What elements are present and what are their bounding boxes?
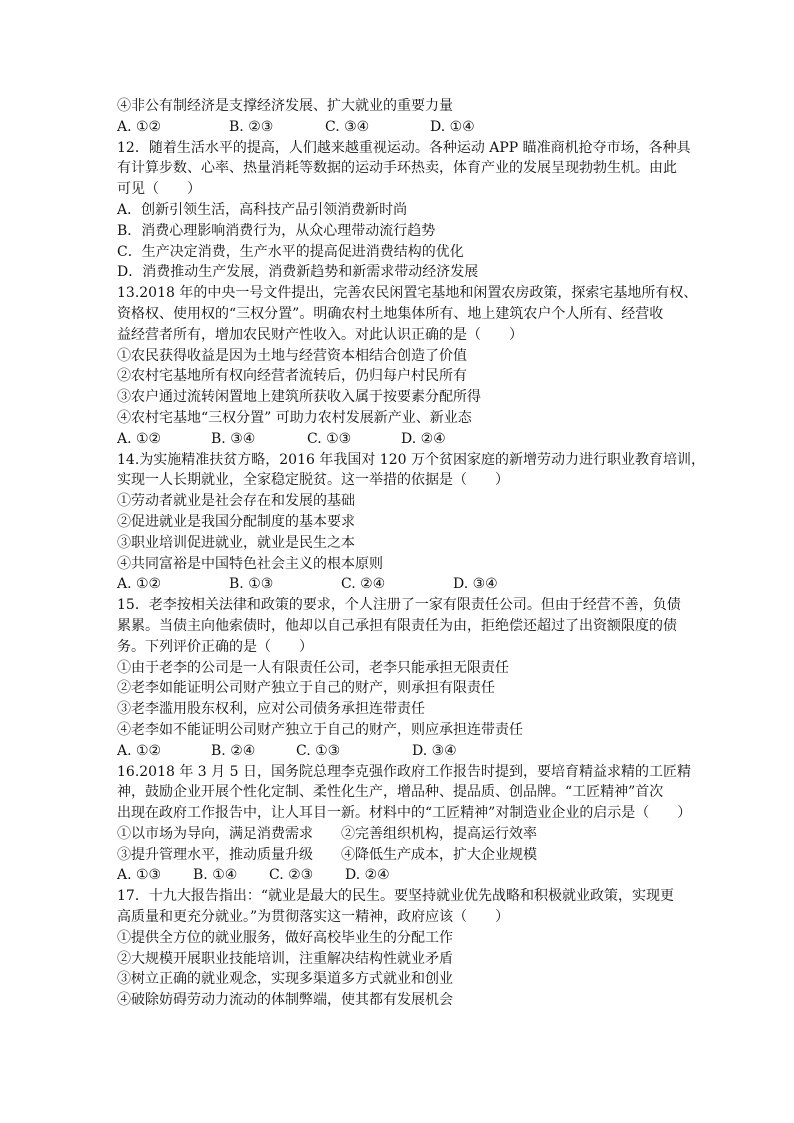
q11-option-a: A. ①② — [117, 118, 162, 135]
q17-item-3: ③树立正确的就业观念，实现多渠道多方式就业和创业 — [117, 971, 453, 988]
q16-option-b: B. ①④ — [193, 867, 238, 884]
q15-stem-line: 务。下列评价正确的是（ ） — [117, 638, 313, 655]
q14-options — [117, 574, 697, 595]
q11-option-d: D. ①④ — [430, 118, 475, 135]
q14-option-b: B. ①③ — [229, 576, 274, 593]
q14-stem-line: 实现一人长期就业，全家稳定脱贫。这一举措的依据是（ ） — [117, 472, 509, 489]
q11-option-b: B. ②③ — [229, 118, 274, 135]
q16-stem-line: 16.2018 年 3 月 5 日，国务院总理李克强作政府工作报告时提到，要培育精益求精的工匠精 — [117, 763, 691, 780]
q12-option-b: B．消费心理影响消费行为，从众心理带动流行趋势 — [117, 222, 436, 239]
q16-stem-line: 出现在政府工作报告中，让人耳目一新。材料中的“工匠精神”对制造业企业的启示是（ ） — [117, 805, 692, 822]
q15-option-c: C. ①③ — [296, 742, 341, 759]
q17-stem-line: 高质量和更充分就业。”为贯彻落实这一精神，政府应该（ ） — [117, 909, 510, 926]
q13-item-3: ③农户通过流转闲置地上建筑所获收入属于按要素分配所得 — [117, 389, 481, 406]
q16-items-row-1: ①以市场为导向，满足消费需求 ②完善组织机构，提高运行效率 — [117, 825, 537, 842]
q11-options — [117, 117, 697, 138]
q12-stem-line: 可见（ ） — [117, 181, 201, 198]
q12-stem-line: 有计算步数、心率、热量消耗等数据的运动手环热卖，体育产业的发展呈现勃勃生机。由此 — [117, 160, 677, 177]
q16-option-d: D. ②④ — [345, 867, 390, 884]
q14-stem-line: 14.为实施精准扶贫方略，2016 年我国对 120 万个贫困家庭的新增劳动力进行职业教育培训， — [117, 451, 705, 468]
q13-stem-line: 益经营者所有，增加农民财产性收入。对此认识正确的是（ ） — [117, 326, 523, 343]
q11-item-4: ④非公有制经济是支撑经济发展、扩大就业的重要力量 — [117, 98, 453, 114]
q15-option-d: D. ③④ — [412, 742, 457, 759]
q15-options — [117, 741, 697, 762]
q15-item-4: ④老李如不能证明公司财产独立于自己的财产，则应承担连带责任 — [117, 721, 523, 738]
q11-option-c: C. ③④ — [325, 118, 370, 135]
q15-option-b: B. ②④ — [211, 742, 256, 759]
q17-item-2: ②大规模开展职业技能培训，注重解决结构性就业矛盾 — [117, 950, 453, 967]
q17-stem-line: 17．十九大报告指出：“就业是最大的民生。要坚持就业优先战略和积极就业政策，实现更 — [117, 888, 674, 905]
q14-item-1: ①劳动者就业是社会存在和发展的基础 — [117, 493, 355, 510]
q15-item-3: ③老李滥用股东权利，应对公司债务承担连带责任 — [117, 701, 425, 718]
q13-options — [117, 429, 697, 450]
q15-item-2: ②老李如能证明公司财产独立于自己的财产，则承担有限责任 — [117, 680, 495, 697]
q16-option-c: C. ②③ — [269, 867, 314, 884]
q13-stem-line: 资格权、使用权的“三权分置”。明确农村土地集体所有、地上建筑农户个人所有、经营收 — [117, 305, 664, 322]
q13-item-4: ④农村宅基地“三权分置” 可助力农村发展新产业、新业态 — [117, 409, 472, 426]
q15-option-a: A. ①② — [117, 742, 162, 759]
q13-option-c: C. ①③ — [307, 430, 352, 447]
q16-option-a: A. ①③ — [117, 867, 162, 884]
q14-option-d: D. ③④ — [453, 576, 498, 593]
q16-options — [117, 865, 697, 886]
q15-stem-line: 15．老李按相关法律和政策的要求，个人注册了一家有限责任公司。但由于经营不善，负债 — [117, 597, 681, 614]
exam-page — [117, 96, 705, 1011]
q13-option-a: A. ①② — [117, 430, 162, 447]
q14-item-2: ②促进就业是我国分配制度的基本要求 — [117, 513, 355, 530]
q14-item-3: ③职业培训促进就业，就业是民生之本 — [117, 534, 355, 551]
q13-option-d: D. ②④ — [401, 430, 446, 447]
q13-item-1: ①农民获得收益是因为土地与经营资本相结合创造了价值 — [117, 347, 467, 364]
q14-item-4: ④共同富裕是中国特色社会主义的根本原则 — [117, 555, 383, 572]
q17-item-1: ①提供全方位的就业服务，做好高校毕业生的分配工作 — [117, 929, 453, 946]
q16-stem-line: 神，鼓励企业开展个性化定制、柔性化生产，增品种、提品质、创品牌。“工匠精神”首次 — [117, 784, 664, 801]
q12-stem-line: 12．随着生活水平的提高，人们越来越重视运动。各种运动 APP 瞄准商机抢夺市场，各种具 — [117, 139, 691, 156]
q12-option-d: D．消费推动生产发展，消费新趋势和新需求带动经济发展 — [117, 264, 479, 281]
q13-option-b: B. ③④ — [211, 430, 256, 447]
q12-option-a: A．创新引领生活，高科技产品引领消费新时尚 — [117, 201, 408, 218]
q15-stem-line: 累累。当债主向他索债时，他却以自己承担有限责任为由，拒绝偿还超过了出资额限度的债 — [117, 617, 677, 634]
q16-items-row-2: ③提升管理水平，推动质量升级 ④降低生产成本，扩大企业规模 — [117, 846, 537, 863]
q15-item-1: ①由于老李的公司是一人有限责任公司，老李只能承担无限责任 — [117, 659, 509, 676]
q13-stem-line: 13.2018 年的中央一号文件提出，完善农民闲置宅基地和闲置农房政策，探索宅基地所有权、 — [117, 285, 698, 302]
q14-option-c: C. ②④ — [341, 576, 386, 593]
q17-item-4: ④破除妨碍劳动力流动的体制弊端，使其都有发展机会 — [117, 992, 453, 1009]
q14-option-a: A. ①② — [117, 576, 162, 593]
q12-option-c: C．生产决定消费，生产水平的提高促进消费结构的优化 — [117, 243, 464, 260]
q13-item-2: ②农村宅基地所有权向经营者流转后，仍归每户村民所有 — [117, 368, 467, 385]
